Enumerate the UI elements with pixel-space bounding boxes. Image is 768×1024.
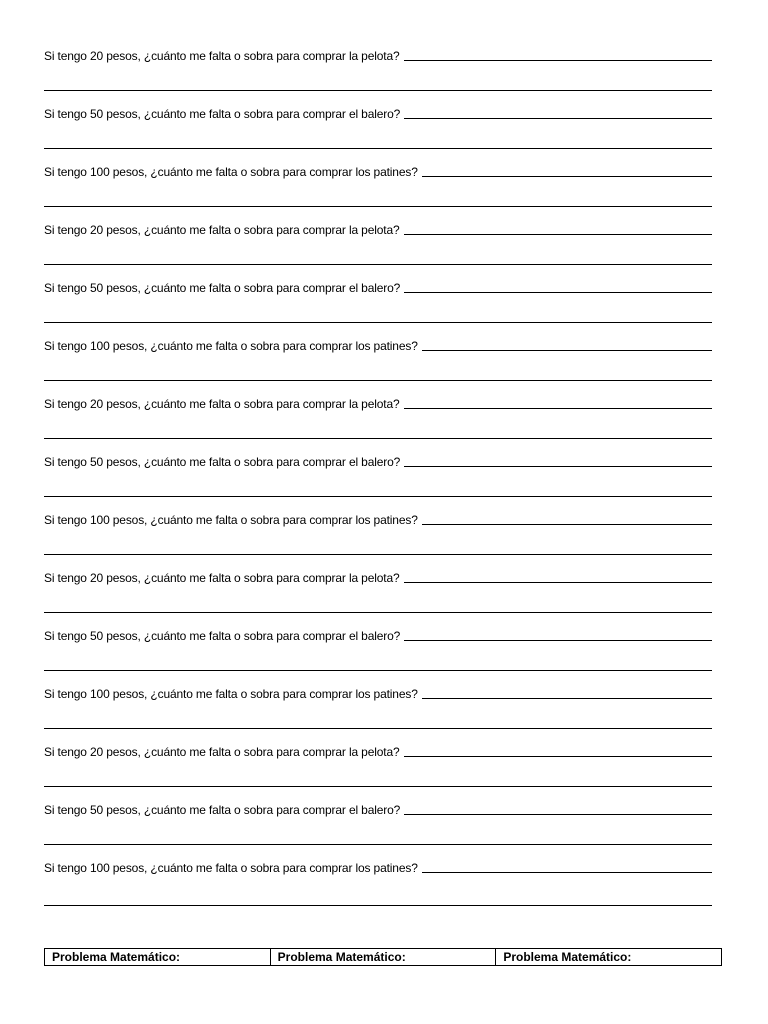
question-text: Si tengo 50 pesos, ¿cuánto me falta o sobra para comprar el balero?: [44, 455, 401, 469]
question-text: Si tengo 50 pesos, ¿cuánto me falta o sobra para comprar el balero?: [44, 803, 401, 817]
problem-item: [44, 406, 712, 469]
question-row: [44, 859, 712, 875]
summary-cell-problema-2[interactable]: Problema Matemático:: [271, 949, 497, 965]
problem-item: [44, 290, 712, 353]
problem-item: [44, 232, 712, 295]
inline-answer-blank[interactable]: [422, 859, 712, 873]
worksheet: [44, 0, 712, 1024]
question-text: Si tengo 100 pesos, ¿cuánto me falta o sobra para comprar los patines?: [44, 861, 418, 875]
problem-item: [44, 348, 712, 411]
summary-cell-problema-1[interactable]: Problema Matemático:: [45, 949, 271, 965]
summary-cell-problema-3[interactable]: Problema Matemático:: [503, 950, 632, 964]
problem-item: [44, 116, 712, 179]
problem-item: [44, 754, 712, 817]
question-text: Si tengo 100 pesos, ¿cuánto me falta o sobra para comprar los patines?: [44, 687, 418, 701]
question-text: Si tengo 50 pesos, ¿cuánto me falta o sobra para comprar el balero?: [44, 281, 401, 295]
question-text: Si tengo 20 pesos, ¿cuánto me falta o sobra para comprar la pelota?: [44, 397, 400, 411]
problem-item: [44, 174, 712, 237]
question-text: Si tengo 20 pesos, ¿cuánto me falta o sobra para comprar la pelota?: [44, 745, 400, 759]
problem-item: [44, 638, 712, 701]
problem-item: [44, 696, 712, 759]
problem-item: [44, 522, 712, 585]
question-text: Si tengo 50 pesos, ¿cuánto me falta o sobra para comprar el balero?: [44, 107, 401, 121]
question-text: Si tengo 50 pesos, ¿cuánto me falta o sobra para comprar el balero?: [44, 629, 401, 643]
problem-item: [44, 580, 712, 643]
question-text: Si tengo 100 pesos, ¿cuánto me falta o sobra para comprar los patines?: [44, 513, 418, 527]
problem-item: [44, 464, 712, 527]
question-text: Si tengo 20 pesos, ¿cuánto me falta o sobra para comprar la pelota?: [44, 49, 400, 63]
question-text: Si tengo 20 pesos, ¿cuánto me falta o sobra para comprar la pelota?: [44, 223, 400, 237]
summary-table: [44, 948, 722, 966]
answer-line[interactable]: [44, 905, 712, 906]
problem-item: [44, 0, 712, 63]
question-text: Si tengo 100 pesos, ¿cuánto me falta o sobra para comprar los patines?: [44, 339, 418, 353]
question-text: Si tengo 20 pesos, ¿cuánto me falta o sobra para comprar la pelota?: [44, 571, 400, 585]
problem-item: [44, 58, 712, 121]
problem-item: [44, 812, 712, 875]
question-text: Si tengo 100 pesos, ¿cuánto me falta o sobra para comprar los patines?: [44, 165, 418, 179]
